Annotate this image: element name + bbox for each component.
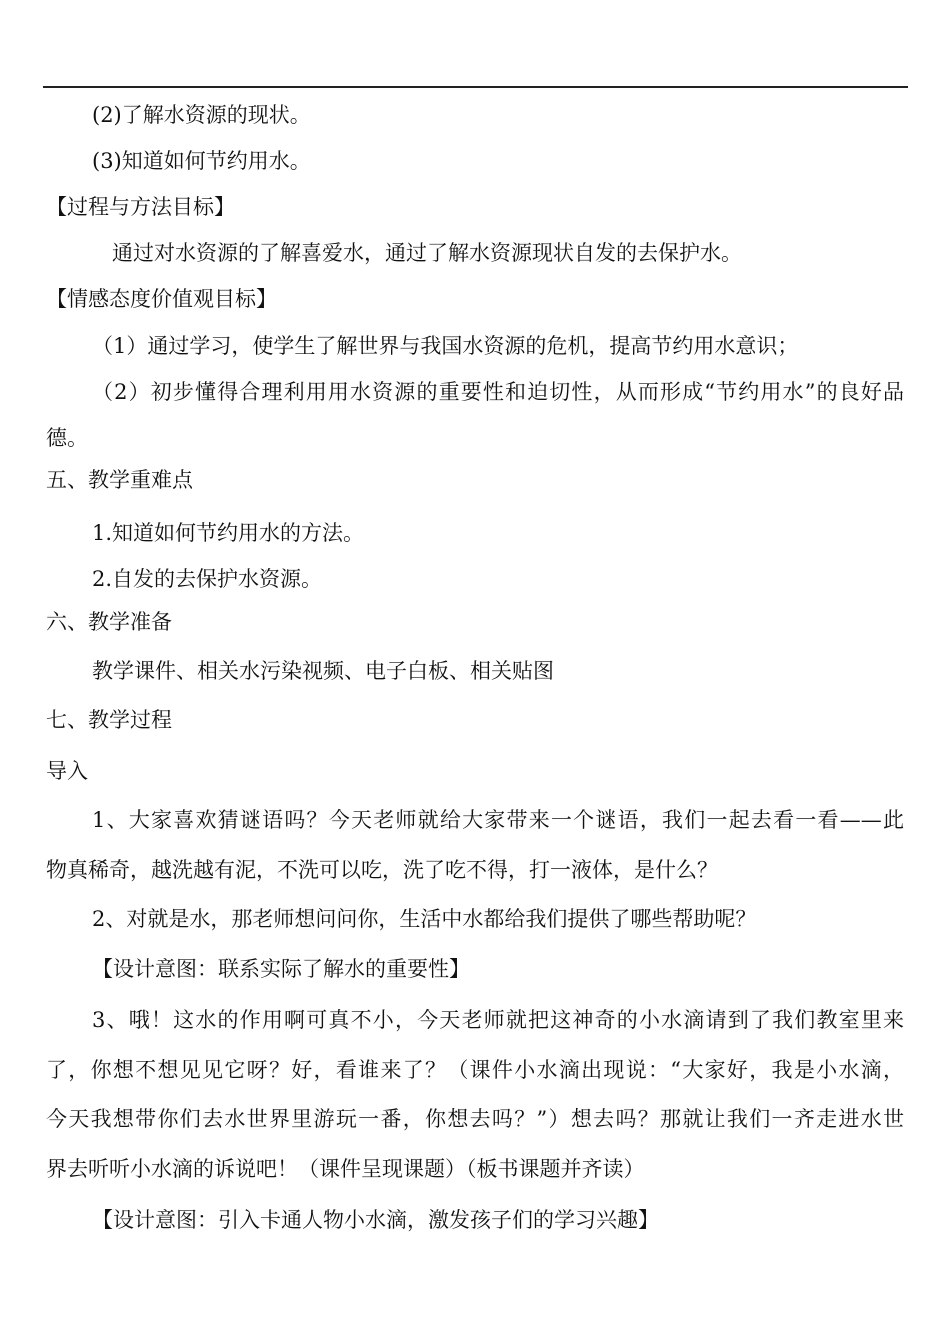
goal-item-2: (2)了解水资源的现状。 [92, 103, 311, 127]
goal-item-3: (3)知道如何节约用水。 [92, 149, 311, 173]
intro-paragraph-1-line-1: 1、大家喜欢猜谜语吗？今天老师就给大家带来一个谜语，我们一起去看一看——此 [92, 808, 904, 832]
emotion-item-1: （1）通过学习，使学生了解世界与我国水资源的危机，提高节约用水意识； [92, 334, 799, 358]
emotion-item-2-line-2: 德。 [46, 426, 88, 450]
intro-paragraph-3-line-4: 界去听听小水滴的诉说吧！（课件呈现课题）（板书课题并齐读） [46, 1157, 645, 1181]
design-intent-2: 【设计意图：引入卡通人物小水滴，激发孩子们的学习兴趣】 [92, 1208, 659, 1232]
intro-paragraph-3-line-1: 3、哦！这水的作用啊可真不小，今天老师就把这神奇的小水滴请到了我们教室里来 [92, 1008, 904, 1032]
section-heading-process-method: 【过程与方法目标】 [46, 195, 235, 219]
section-heading-key-points: 五、教学重难点 [46, 468, 193, 492]
intro-paragraph-3-line-2: 了，你想不想见见它呀？好，看谁来了？（课件小水滴出现说：“大家好，我是小水滴， [46, 1058, 904, 1082]
emotion-item-2-line-1: （2）初步懂得合理利用用水资源的重要性和迫切性，从而形成“节约用水”的良好品 [92, 380, 904, 404]
intro-paragraph-2: 2、对就是水，那老师想问问你，生活中水都给我们提供了哪些帮助呢？ [92, 907, 757, 931]
subheading-introduction: 导入 [46, 759, 88, 783]
design-intent-1: 【设计意图：联系实际了解水的重要性】 [92, 957, 470, 981]
section-heading-emotion-attitude: 【情感态度价值观目标】 [46, 287, 277, 311]
preparation-text: 教学课件、相关水污染视频、电子白板、相关贴图 [92, 659, 554, 683]
header-rule [43, 86, 908, 88]
intro-paragraph-1-line-2: 物真稀奇，越洗越有泥，不洗可以吃，洗了吃不得，打一液体，是什么？ [46, 858, 718, 882]
section-heading-process: 七、教学过程 [46, 708, 172, 732]
section-heading-preparation: 六、教学准备 [46, 610, 172, 634]
process-method-text: 通过对水资源的了解喜爱水，通过了解水资源现状自发的去保护水。 [112, 241, 742, 265]
key-point-1: 1.知道如何节约用水的方法。 [92, 521, 365, 545]
key-point-2: 2.自发的去保护水资源。 [92, 567, 323, 591]
intro-paragraph-3-line-3: 今天我想带你们去水世界里游玩一番，你想去吗？”）想去吗？那就让我们一齐走进水世 [46, 1107, 904, 1131]
